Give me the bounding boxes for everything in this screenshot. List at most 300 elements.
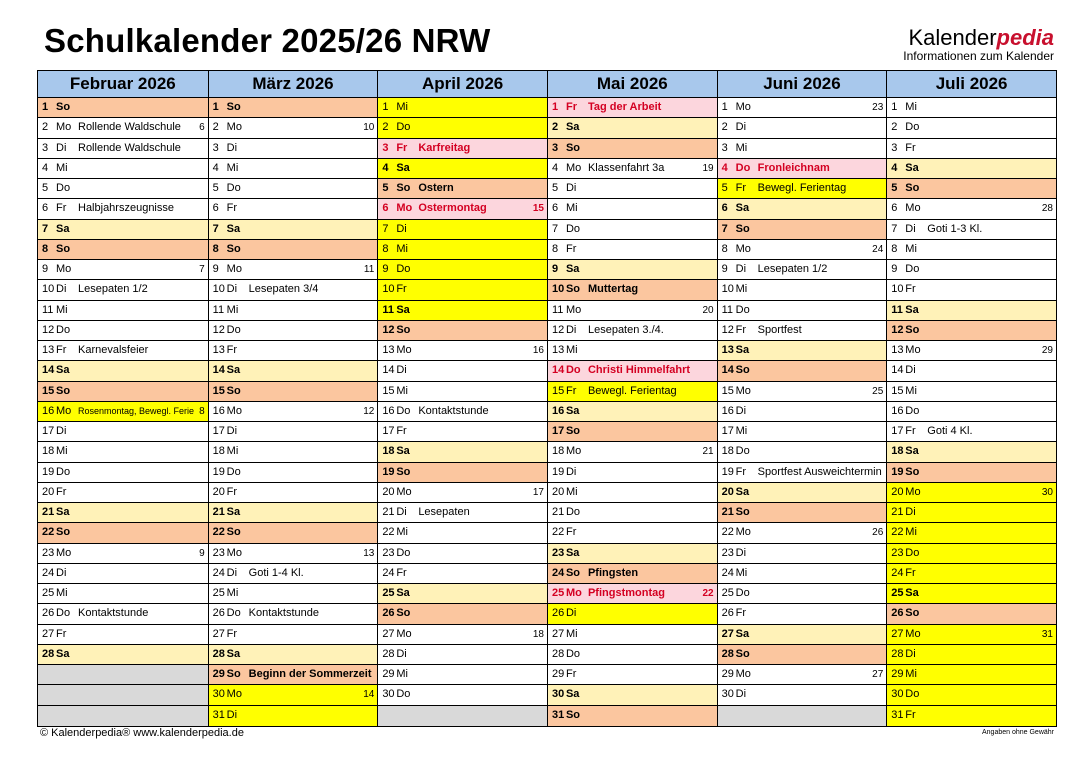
day-number: 25	[551, 587, 565, 599]
day-cell[interactable]	[718, 240, 887, 260]
day-number: 16	[42, 404, 55, 417]
day-cell[interactable]	[548, 159, 717, 179]
day-cell[interactable]	[209, 645, 378, 665]
day-cell[interactable]	[718, 382, 887, 402]
day-cell[interactable]	[378, 422, 547, 442]
weekday: Mi	[905, 101, 917, 113]
day-cell[interactable]	[38, 179, 208, 199]
day-cell[interactable]	[718, 422, 887, 442]
day-cell[interactable]	[38, 564, 208, 584]
weekday: Sa	[735, 485, 750, 498]
day-cell[interactable]	[209, 220, 378, 240]
weekday: Sa	[565, 688, 580, 701]
day-cell[interactable]	[378, 544, 547, 564]
day-cell[interactable]	[548, 118, 717, 138]
day-cell[interactable]	[209, 199, 378, 219]
day-cell[interactable]	[718, 604, 887, 624]
day-number: 17	[721, 425, 734, 437]
day-cell[interactable]	[209, 584, 378, 604]
day-cell[interactable]	[548, 625, 717, 645]
day-cell[interactable]	[887, 260, 1056, 280]
day-number: 11	[212, 303, 225, 316]
day-cell[interactable]	[718, 685, 887, 705]
day-cell[interactable]	[887, 645, 1056, 665]
day-cell[interactable]	[209, 523, 378, 543]
day-cell[interactable]	[718, 220, 887, 240]
day-cell[interactable]	[209, 321, 378, 341]
day-cell[interactable]	[378, 564, 547, 584]
day-cell[interactable]	[548, 685, 717, 705]
day-cell[interactable]	[38, 523, 208, 543]
weekday: Di	[905, 222, 916, 235]
day-cell[interactable]	[887, 159, 1056, 179]
day-cell[interactable]	[548, 220, 717, 240]
day-number: 8	[721, 242, 728, 255]
day-cell[interactable]	[378, 463, 547, 483]
day-cell[interactable]	[378, 240, 547, 260]
weekday: Fr	[565, 668, 577, 680]
day-cell[interactable]	[548, 422, 717, 442]
weekday: Di	[565, 323, 577, 336]
day-number: 25	[42, 587, 55, 599]
day-number: 28	[212, 647, 225, 660]
day-cell[interactable]	[378, 685, 547, 705]
week-number: 27	[872, 669, 884, 680]
day-cell[interactable]	[548, 604, 717, 624]
day-cell[interactable]	[887, 98, 1056, 118]
day-cell[interactable]	[887, 321, 1056, 341]
day-cell[interactable]	[209, 280, 378, 300]
day-cell[interactable]	[548, 301, 717, 321]
day-cell[interactable]	[887, 523, 1056, 543]
weekday: Mi	[56, 303, 68, 316]
day-event: Karnevalsfeier	[78, 344, 149, 356]
day-cell[interactable]	[887, 220, 1056, 240]
day-cell[interactable]	[548, 382, 717, 402]
weekday: Sa	[56, 647, 70, 660]
day-cell[interactable]	[887, 240, 1056, 260]
day-cell[interactable]	[209, 706, 378, 726]
weekday: Do	[226, 465, 241, 478]
day-cell[interactable]	[378, 321, 547, 341]
weekday: Mi	[396, 526, 408, 539]
day-cell[interactable]	[378, 220, 547, 240]
weekday: Do	[565, 222, 581, 235]
day-cell[interactable]	[718, 544, 887, 564]
day-cell[interactable]	[378, 179, 547, 199]
day-cell[interactable]	[378, 523, 547, 543]
footer-disclaimer: Angaben ohne Gewähr	[982, 729, 1054, 736]
weekday: Mi	[905, 384, 917, 397]
day-event: Goti 1-3 Kl.	[927, 222, 983, 235]
day-cell[interactable]	[38, 118, 208, 138]
day-cell[interactable]	[718, 139, 887, 159]
day-cell[interactable]	[209, 665, 378, 685]
day-event: Lesepaten 3/4	[248, 283, 319, 296]
day-cell[interactable]	[887, 382, 1056, 402]
month-column	[208, 71, 378, 726]
brand-logo[interactable]	[903, 26, 1054, 62]
day-number: 17	[212, 425, 225, 437]
day-cell[interactable]	[38, 280, 208, 300]
weekday: Sa	[905, 587, 919, 599]
day-event: Kontaktstunde	[418, 404, 489, 417]
day-cell[interactable]	[38, 483, 208, 503]
weekday: Fr	[735, 607, 747, 620]
day-cell[interactable]	[38, 240, 208, 260]
day-cell[interactable]	[209, 118, 378, 138]
day-cell[interactable]	[378, 301, 547, 321]
day-number: 31	[551, 708, 565, 721]
day-cell[interactable]	[887, 422, 1056, 442]
week-number: 19	[702, 162, 714, 174]
day-cell[interactable]	[209, 483, 378, 503]
weekday: Mo	[735, 101, 751, 113]
day-cell[interactable]	[378, 625, 547, 645]
day-cell[interactable]	[378, 139, 547, 159]
day-number: 10	[551, 283, 565, 296]
day-cell[interactable]	[378, 382, 547, 402]
day-cell[interactable]	[548, 98, 717, 118]
day-cell[interactable]	[38, 625, 208, 645]
weekday: Mi	[226, 445, 239, 458]
day-cell[interactable]	[718, 463, 887, 483]
day-event: Fronleichnam	[757, 161, 830, 174]
day-cell[interactable]	[718, 645, 887, 665]
day-cell[interactable]	[548, 240, 717, 260]
weekday: Sa	[226, 647, 241, 660]
day-cell[interactable]	[209, 179, 378, 199]
empty-cell	[38, 706, 208, 726]
day-number: 23	[212, 546, 225, 559]
month-column	[717, 71, 887, 726]
weekday: Mo	[905, 344, 921, 356]
day-cell[interactable]	[887, 463, 1056, 483]
day-cell[interactable]	[887, 442, 1056, 462]
day-cell[interactable]	[38, 442, 208, 462]
month-header: Juli 2026	[887, 71, 1056, 98]
week-number: 21	[702, 446, 714, 458]
day-cell[interactable]	[718, 564, 887, 584]
day-cell[interactable]	[38, 321, 208, 341]
day-number: 13	[42, 344, 55, 356]
weekday: Di	[226, 708, 238, 721]
day-cell[interactable]	[38, 604, 208, 624]
brand-name-bold: pedia	[996, 25, 1054, 50]
week-number: 22	[702, 588, 714, 599]
day-cell[interactable]	[887, 544, 1056, 564]
day-cell[interactable]	[378, 604, 547, 624]
day-cell[interactable]	[209, 544, 378, 564]
day-cell[interactable]	[378, 665, 547, 685]
week-number: 10	[363, 122, 375, 134]
day-cell[interactable]	[548, 199, 717, 219]
day-cell[interactable]	[38, 199, 208, 219]
day-number: 5	[382, 182, 389, 194]
day-cell[interactable]	[548, 402, 717, 422]
weekday: Do	[396, 263, 411, 275]
day-number: 29	[891, 668, 904, 680]
day-cell[interactable]	[548, 706, 717, 726]
day-cell[interactable]	[548, 523, 717, 543]
day-cell[interactable]	[887, 483, 1056, 503]
day-cell[interactable]	[718, 584, 887, 604]
day-cell[interactable]	[887, 139, 1056, 159]
day-cell[interactable]	[718, 625, 887, 645]
day-number: 12	[891, 323, 904, 336]
day-cell[interactable]	[548, 341, 717, 361]
day-cell[interactable]	[209, 463, 378, 483]
day-cell[interactable]	[718, 361, 887, 381]
day-cell[interactable]	[887, 503, 1056, 523]
weekday: Do	[56, 323, 71, 336]
day-cell[interactable]	[378, 199, 547, 219]
day-cell[interactable]	[887, 665, 1056, 685]
day-number: 26	[212, 607, 225, 620]
weekday: Fr	[905, 425, 916, 437]
day-cell[interactable]	[378, 341, 547, 361]
day-cell[interactable]	[378, 442, 547, 462]
day-cell[interactable]	[38, 422, 208, 442]
day-cell[interactable]	[718, 442, 887, 462]
day-cell[interactable]	[718, 321, 887, 341]
day-number: 17	[382, 425, 395, 437]
day-cell[interactable]	[378, 280, 547, 300]
day-cell[interactable]	[38, 402, 208, 422]
day-cell[interactable]	[718, 260, 887, 280]
day-cell[interactable]	[887, 361, 1056, 381]
day-cell[interactable]	[209, 442, 378, 462]
day-cell[interactable]	[548, 361, 717, 381]
day-cell[interactable]	[209, 98, 378, 118]
week-number: 12	[363, 405, 375, 417]
day-cell[interactable]	[548, 321, 717, 341]
weekday: Fr	[396, 566, 407, 579]
day-cell[interactable]	[209, 260, 378, 280]
day-cell[interactable]	[548, 665, 717, 685]
weekday: Sa	[396, 303, 410, 316]
day-cell[interactable]	[718, 159, 887, 179]
day-number: 8	[551, 242, 559, 255]
day-cell[interactable]	[718, 402, 887, 422]
weekday: Di	[905, 364, 916, 377]
day-cell[interactable]	[378, 159, 547, 179]
day-cell[interactable]	[548, 260, 717, 280]
day-cell[interactable]	[887, 118, 1056, 138]
day-cell[interactable]	[718, 118, 887, 138]
week-number: 31	[1041, 628, 1053, 640]
day-cell[interactable]	[887, 402, 1056, 422]
day-cell[interactable]	[38, 503, 208, 523]
day-cell[interactable]	[548, 564, 717, 584]
day-number: 31	[212, 708, 225, 721]
day-cell[interactable]	[718, 503, 887, 523]
weekday: Fr	[565, 101, 577, 113]
weekday: Mo	[565, 161, 582, 174]
day-cell[interactable]	[548, 645, 717, 665]
day-number: 7	[891, 222, 898, 235]
day-cell[interactable]	[718, 301, 887, 321]
week-number: 25	[872, 385, 884, 397]
day-cell[interactable]	[887, 341, 1056, 361]
week-number: 18	[532, 628, 544, 640]
weekday: Fr	[565, 242, 577, 255]
day-cell[interactable]	[378, 584, 547, 604]
day-cell[interactable]	[38, 301, 208, 321]
day-cell[interactable]	[209, 301, 378, 321]
day-cell[interactable]	[209, 361, 378, 381]
day-cell[interactable]	[378, 118, 547, 138]
weekday: Di	[565, 607, 577, 620]
weekday: Mi	[396, 242, 408, 255]
day-cell[interactable]	[209, 382, 378, 402]
day-cell[interactable]	[209, 564, 378, 584]
day-cell[interactable]	[887, 584, 1056, 604]
weekday: Mi	[565, 202, 578, 215]
day-cell[interactable]	[38, 341, 208, 361]
day-cell[interactable]	[887, 706, 1056, 726]
day-cell[interactable]	[38, 159, 208, 179]
weekday: Sa	[396, 161, 410, 174]
day-cell[interactable]	[378, 645, 547, 665]
day-cell[interactable]	[378, 361, 547, 381]
day-event: Bewegl. Ferientag	[587, 384, 677, 397]
day-number: 1	[212, 101, 219, 113]
day-cell[interactable]	[209, 402, 378, 422]
day-cell[interactable]	[887, 280, 1056, 300]
day-event: Klassenfahrt 3a	[587, 161, 665, 174]
day-cell[interactable]	[548, 442, 717, 462]
day-cell[interactable]	[38, 361, 208, 381]
day-cell[interactable]	[38, 98, 208, 118]
day-cell[interactable]	[38, 382, 208, 402]
weekday: Mo	[396, 627, 412, 640]
day-number: 7	[551, 222, 559, 235]
weekday: So	[735, 364, 750, 377]
weekday: So	[226, 242, 241, 255]
day-cell[interactable]	[718, 341, 887, 361]
day-cell[interactable]	[887, 685, 1056, 705]
weekday: Fr	[565, 526, 577, 539]
day-event: Lesepaten 1/2	[78, 283, 148, 296]
day-cell[interactable]	[209, 139, 378, 159]
day-cell[interactable]	[209, 341, 378, 361]
day-cell[interactable]	[209, 503, 378, 523]
day-cell[interactable]	[718, 523, 887, 543]
day-cell[interactable]	[38, 544, 208, 564]
day-number: 28	[721, 647, 734, 660]
day-cell[interactable]	[378, 260, 547, 280]
day-cell[interactable]	[548, 280, 717, 300]
day-cell[interactable]	[548, 179, 717, 199]
day-cell[interactable]	[378, 98, 547, 118]
day-number: 17	[42, 425, 55, 437]
week-number: 26	[872, 527, 884, 539]
day-cell[interactable]	[887, 301, 1056, 321]
day-cell[interactable]	[209, 604, 378, 624]
day-number: 9	[721, 263, 728, 275]
day-cell[interactable]	[548, 544, 717, 564]
day-cell[interactable]	[548, 463, 717, 483]
weekday: Mi	[56, 445, 68, 458]
day-cell[interactable]	[378, 402, 547, 422]
weekday: Do	[396, 121, 411, 134]
day-cell[interactable]	[887, 199, 1056, 219]
day-cell[interactable]	[718, 665, 887, 685]
weekday: So	[56, 526, 71, 539]
day-number: 15	[721, 384, 734, 397]
day-cell[interactable]	[38, 584, 208, 604]
weekday: Fr	[396, 283, 407, 296]
day-cell[interactable]	[887, 604, 1056, 624]
day-number: 19	[212, 465, 225, 478]
day-number: 2	[212, 121, 219, 134]
day-cell[interactable]	[887, 625, 1056, 645]
day-number: 1	[382, 101, 389, 113]
day-cell[interactable]	[718, 280, 887, 300]
day-cell[interactable]	[378, 483, 547, 503]
month-header: Februar 2026	[38, 71, 208, 98]
day-cell[interactable]	[887, 179, 1056, 199]
day-cell[interactable]	[209, 685, 378, 705]
day-event: Rosenmontag, Bewegl. Ferie	[78, 405, 195, 416]
weekday: Di	[56, 141, 67, 154]
day-cell[interactable]	[378, 503, 547, 523]
day-number: 30	[721, 688, 734, 701]
month-header: Mai 2026	[548, 71, 717, 98]
day-number: 10	[891, 283, 904, 296]
day-cell[interactable]	[548, 503, 717, 523]
day-cell[interactable]	[718, 179, 887, 199]
weekday: So	[905, 182, 920, 194]
weekday: Do	[735, 303, 750, 316]
day-number: 30	[891, 688, 904, 701]
weekday: Fr	[226, 627, 238, 640]
day-cell[interactable]	[548, 584, 717, 604]
weekday: Mo	[905, 202, 921, 215]
day-cell[interactable]	[887, 564, 1056, 584]
day-cell[interactable]	[209, 422, 378, 442]
day-cell[interactable]	[38, 139, 208, 159]
day-cell[interactable]	[209, 159, 378, 179]
day-number: 4	[721, 161, 728, 174]
day-cell[interactable]	[718, 98, 887, 118]
weekday: Sa	[905, 445, 919, 458]
day-cell[interactable]	[548, 139, 717, 159]
day-cell[interactable]	[38, 645, 208, 665]
day-cell[interactable]	[38, 463, 208, 483]
weekday: Sa	[396, 587, 410, 599]
day-number: 24	[891, 566, 904, 579]
day-number: 21	[891, 506, 904, 518]
day-cell[interactable]	[718, 483, 887, 503]
month-header: Juni 2026	[718, 71, 887, 98]
day-cell[interactable]	[548, 483, 717, 503]
day-number: 14	[212, 364, 225, 377]
day-event: Muttertag	[587, 283, 639, 296]
day-number: 6	[42, 202, 49, 215]
day-number: 10	[42, 283, 55, 296]
weekday: Mi	[226, 161, 239, 174]
day-cell[interactable]	[38, 220, 208, 240]
day-cell[interactable]	[38, 260, 208, 280]
weekday: Sa	[226, 364, 241, 377]
day-cell[interactable]	[209, 240, 378, 260]
day-cell[interactable]	[209, 625, 378, 645]
weekday: Sa	[735, 627, 750, 640]
day-cell[interactable]	[718, 199, 887, 219]
weekday: So	[226, 384, 241, 397]
